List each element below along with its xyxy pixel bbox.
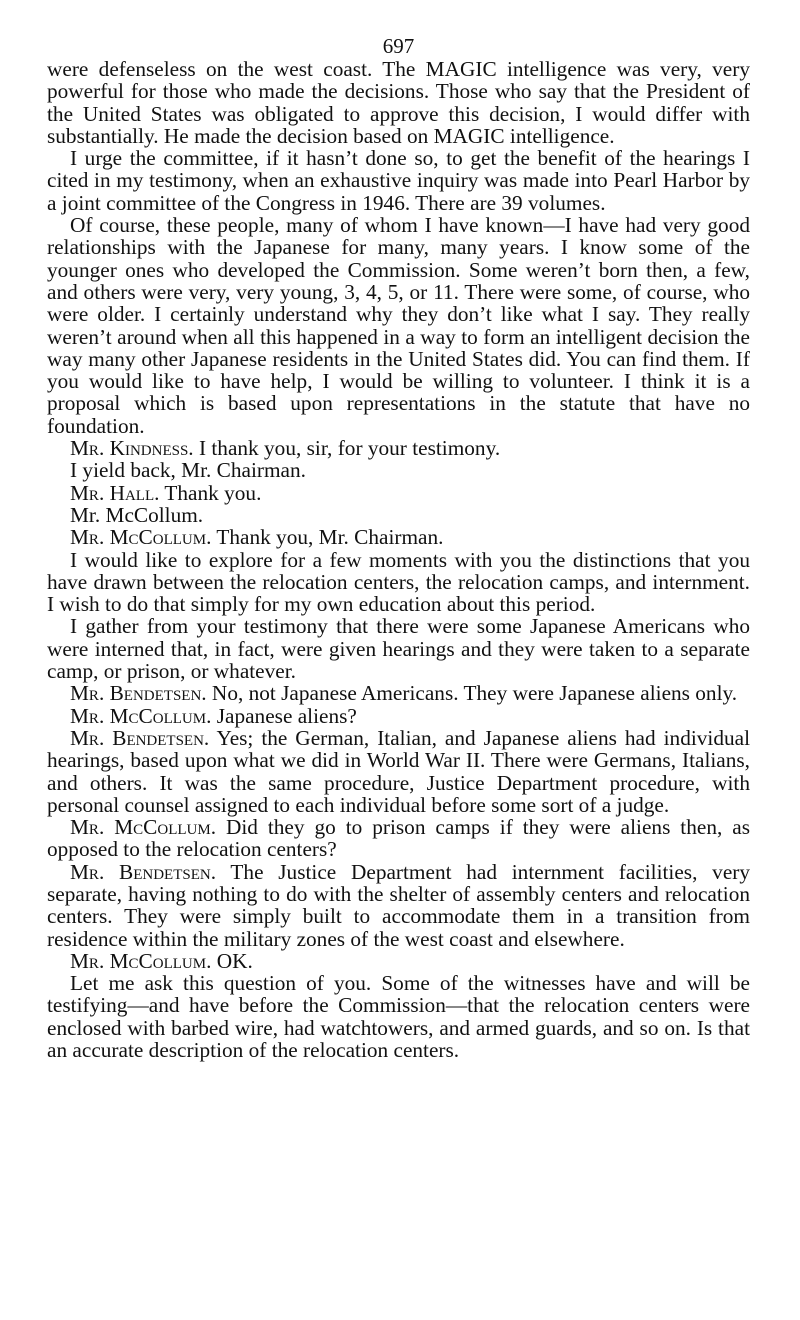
paragraph-text: The Justice Department had internment facilities, very separate, having nothing to do with the shelter of assembly centers and relocation centers. They were simply built to accommodate them in a transition from residence within the military zones of the west coast and elsewhere. bbox=[47, 859, 751, 951]
paragraph bbox=[47, 504, 750, 526]
speaker-name: Mr. McCollum. bbox=[70, 948, 212, 973]
speaker-name: Mr. Bendetsen. bbox=[70, 681, 207, 706]
paragraph bbox=[47, 437, 750, 459]
paragraph-text: I urge the committee, if it hasn’t done so, to get the benefit of the hearings I cited in my testimony, when an exhaustive inquiry was made into Pearl Harbor by a joint committee of the Congress in 1946. There are 39 volumes. bbox=[47, 146, 750, 215]
paragraph bbox=[47, 214, 750, 437]
paragraph-text: I gather from your testimony that there were some Japanese Americans who were interned that, in fact, were given hearings and they were taken to a separate camp, or prison, or whatever. bbox=[47, 614, 750, 684]
paragraph bbox=[47, 727, 750, 816]
paragraph bbox=[47, 482, 750, 504]
paragraph-text: OK. bbox=[211, 948, 253, 973]
paragraph bbox=[47, 972, 750, 1061]
paragraph bbox=[47, 950, 750, 972]
speaker-name: Mr. Bendetsen. bbox=[70, 859, 217, 884]
page-number: 697 bbox=[382, 34, 415, 58]
paragraph-text: No, not Japanese Americans. They were Japanese aliens only. bbox=[206, 681, 738, 706]
speaker-name: Mr. Bendetsen. bbox=[70, 725, 210, 750]
paragraph bbox=[47, 682, 750, 704]
paragraph bbox=[47, 705, 750, 727]
speaker-name: Mr. Hall. bbox=[70, 480, 160, 505]
speaker-name: Mr. Kindness. bbox=[70, 436, 194, 461]
paragraph-text: I yield back, Mr. Chairman. bbox=[70, 458, 306, 483]
paragraph-text: I thank you, sir, for your testimony. bbox=[193, 436, 501, 461]
paragraph-text: Yes; the German, Italian, and Japanese aliens had individual hearings, based upon what we did in World War II. There were Germans, Italians, and others. It was the same procedure, Justice Department procedure, with personal counsel assigned to each individual before some sort of a judge. bbox=[47, 725, 750, 817]
paragraph bbox=[47, 549, 750, 616]
paragraph-text: Let me ask this question of you. Some of the witnesses have and will be testifying—and have before the Commission—that the relocation centers were enclosed with barbed wire, had watchtowers, and armed guards, and so on. Is that an accurate description of the relocation centers. bbox=[47, 971, 750, 1063]
paragraph bbox=[47, 58, 750, 147]
paragraph bbox=[47, 816, 750, 861]
paragraph bbox=[47, 147, 750, 214]
paragraph-text: were defenseless on the west coast. The MAGIC intelligence was very, very powerful for those who made the decisions. Those who say that the President of the United States was obligated to approve this decision, I would differ with substantially. He made the decision based on MAGIC intelligence. bbox=[47, 57, 750, 148]
paragraph-text: Mr. McCollum. bbox=[70, 502, 204, 527]
paragraph bbox=[47, 459, 750, 481]
paragraph-text: Thank you, Mr. Chairman. bbox=[211, 525, 444, 550]
paragraph-text: Thank you. bbox=[159, 480, 262, 505]
paragraph-text: Japanese aliens? bbox=[211, 703, 357, 728]
speaker-name: Mr. McCollum. bbox=[70, 525, 212, 550]
paragraph bbox=[47, 526, 750, 548]
paragraph bbox=[47, 861, 750, 950]
paragraph-text: Of course, these people, many of whom I have known—I have had very good relationships with the Japanese for many, many years. I know some of the younger ones who developed the Commission. Some weren’t born then, a few, and others were very, very young, 3, 4, 5, or 11. There were some, of course, who were older. I certainly understand why they don’t like what I say. They really weren’t around when all this happened in a way to form an intelligent decision the way many other Japanese residents in the United States did. You can find them. If you would like to have help, I would be willing to volunteer. I think it is a proposal which is based upon representations in the statute that have no foundation. bbox=[47, 213, 750, 438]
paragraph bbox=[47, 615, 750, 682]
paragraph-text: Did they go to prison camps if they were aliens then, as opposed to the relocation centers? bbox=[47, 815, 750, 862]
speaker-name: Mr. McCollum. bbox=[70, 703, 212, 728]
paragraph-text: I would like to explore for a few moments with you the distinctions that you have drawn between the relocation centers, the relocation camps, and internment. I wish to do that simply for my own education about this period. bbox=[47, 547, 750, 617]
speaker-name: Mr. McCollum. bbox=[70, 815, 217, 840]
document-page bbox=[47, 34, 750, 1061]
